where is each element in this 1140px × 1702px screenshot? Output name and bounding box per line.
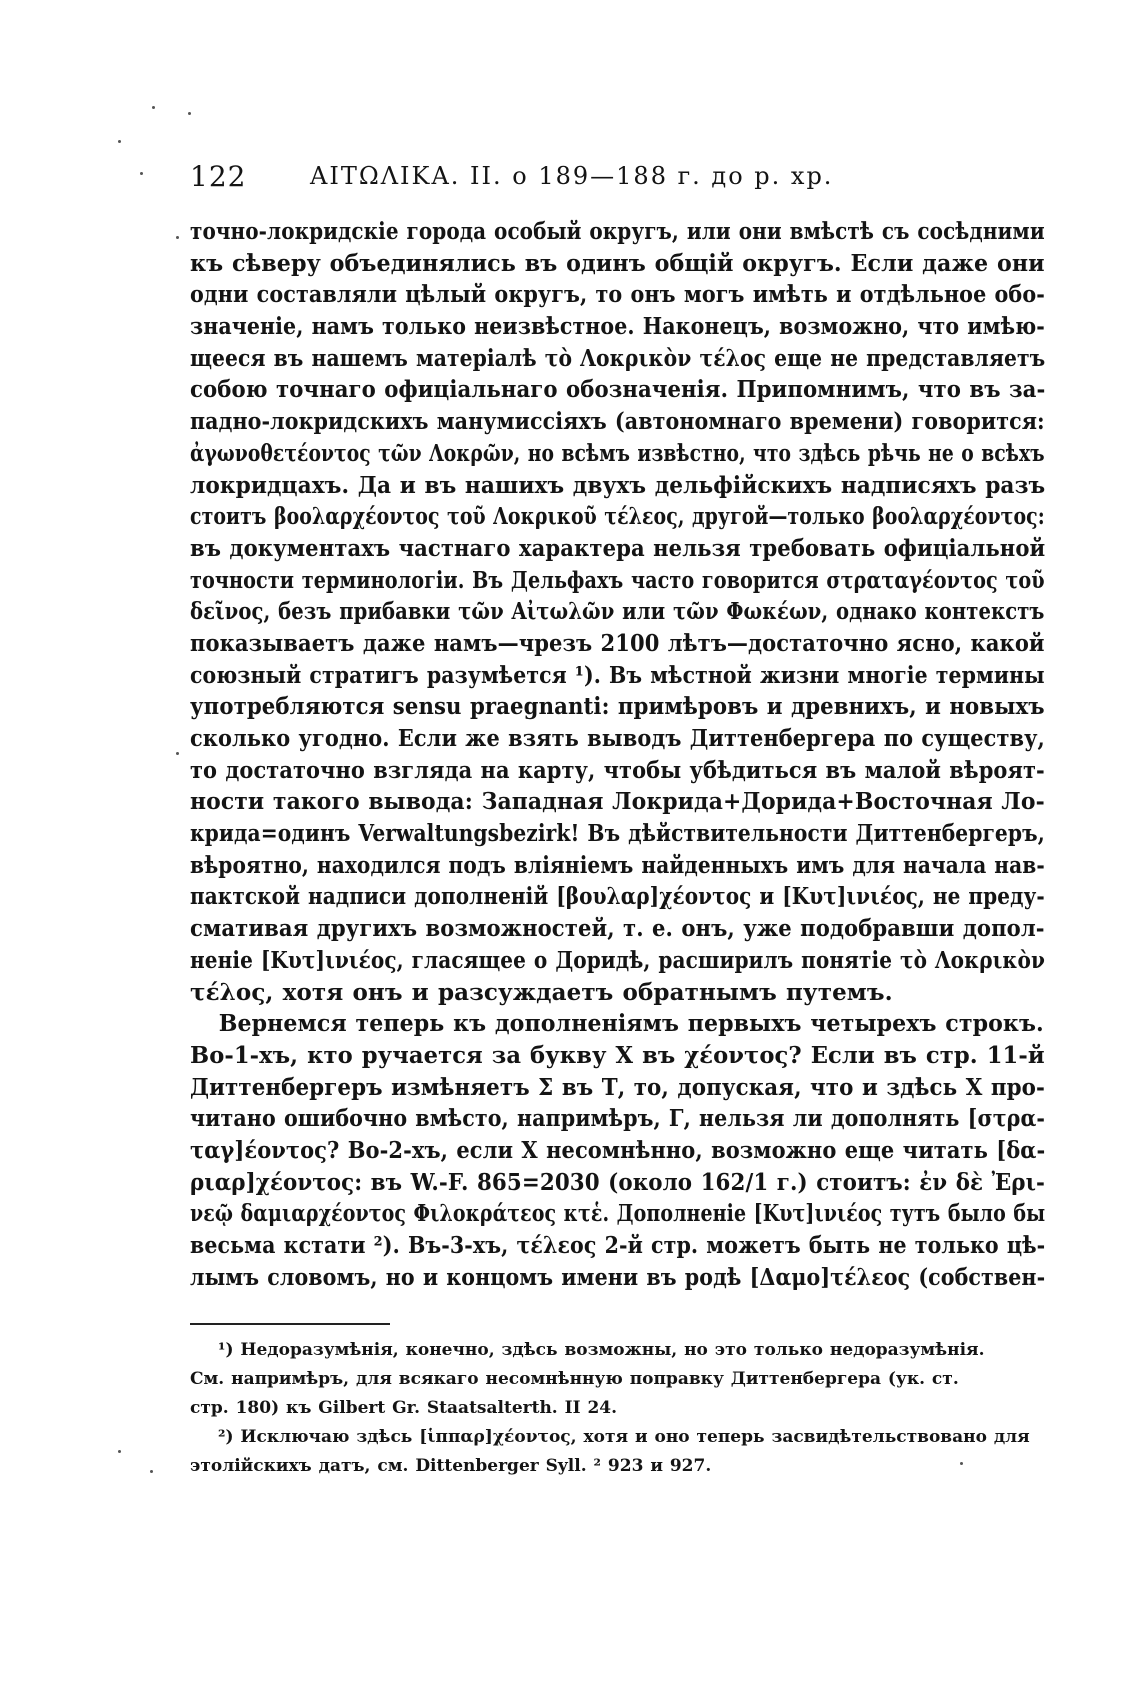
text-line: ности такого вывода: Западная Локрида+Дорида+Восточная Ло- bbox=[190, 788, 1045, 816]
text-line: неніе [Κυτ]ινιέος, гласящее о Доридѣ, расширилъ понятіе τὸ Λοκρικὸν bbox=[190, 946, 1045, 974]
text-line: крида=одинъ Verwaltungsbezirk! Въ дѣйствительности Диттенбергеръ, bbox=[190, 820, 1045, 848]
scan-speck bbox=[140, 172, 143, 175]
scan-speck bbox=[150, 1470, 153, 1473]
scan-speck bbox=[176, 752, 179, 755]
footnote-line: ²) Исключаю здѣсь [ἱππαρ]χέοντος, хотя и оно теперь засвидѣтельствовано для bbox=[218, 1427, 1030, 1447]
scan-speck bbox=[152, 106, 155, 109]
text-line: вѣроятно, находился подъ вліяніемъ найденныхъ имъ для начала нав- bbox=[190, 851, 1045, 879]
text-line: δεῖνος, безъ прибавки τῶν Αἰτωλῶν или τῶν Φωκέων, однако контекстъ bbox=[190, 598, 1045, 626]
text-line: Во-1-хъ, кто ручается за букву Χ въ χέοντος? Если въ стр. 11-й bbox=[190, 1041, 1045, 1069]
body-text bbox=[190, 216, 1045, 1293]
text-line: въ документахъ частнаго характера нельзя требовать офиціальной bbox=[190, 534, 1046, 562]
footnote-line: См. напримѣръ, для всякаго несомнѣнную поправку Диттенбергера (ук. ст. bbox=[190, 1369, 959, 1389]
footnotes bbox=[190, 1336, 1045, 1481]
running-head: ΑΙΤΩΛΙΚΑ. II. о 189—188 г. до р. хр. bbox=[310, 162, 834, 190]
text-line: ταγ]έοντος? Во-2-хъ, если Χ несомнѣнно, возможно еще читать [δα- bbox=[190, 1136, 1046, 1164]
text-line: весьма кстати ²). Въ-3-хъ, τέλεος 2-й стр. можетъ быть не только цѣ- bbox=[190, 1232, 1046, 1259]
text-line: употребляются sensu praegnanti: примѣровъ и древнихъ, и новыхъ bbox=[190, 693, 1045, 721]
footnote-line: этолійскихъ датъ, см. Dittenberger Syll. ² 923 и 927. bbox=[190, 1456, 712, 1476]
text-line: значеніе, намъ только неизвѣстное. Наконецъ, возможно, что имѣю- bbox=[190, 313, 1045, 341]
text-line: одни составляли цѣлый округъ, то онъ могъ имѣть и отдѣльное обо- bbox=[190, 281, 1045, 309]
text-line: къ сѣверу объединялись въ одинъ общій округъ. Если даже они bbox=[190, 249, 1045, 277]
text-line: союзный стратигъ разумѣется ¹). Въ мѣстной жизни многіе термины bbox=[190, 661, 1045, 689]
text-line: пактской надписи дополненій [βουλαρ]χέοντος и [Κυτ]ινιέος, не преду- bbox=[190, 883, 1045, 911]
footnote-line: стр. 180) къ Gilbert Gr. Staatsalterth. II 24. bbox=[190, 1398, 618, 1418]
text-line: ἀγωνοθετέοντος τῶν Λοκρῶν, но всѣмъ извѣстно, что здѣсь рѣчь не о всѣхъ bbox=[190, 439, 1045, 467]
scan-speck bbox=[176, 236, 179, 239]
text-line: собою точнаго офиціальнаго обозначенія. Припомнимъ, что въ за- bbox=[190, 376, 1046, 404]
footnote-line: ¹) Недоразумѣнія, конечно, здѣсь возможны, но это только недоразумѣнія. bbox=[218, 1340, 985, 1360]
text-line: точности терминологіи. Въ Дельфахъ часто говорится στραταγέοντος τοῦ bbox=[190, 566, 1045, 594]
text-line: стоитъ βοολαρχέοντος τοῦ Λοκρικοῦ τέλεος, другой—только βοολαρχέοντος: bbox=[190, 503, 1045, 531]
scan-speck bbox=[118, 140, 121, 143]
text-line: локридцахъ. Да и въ нашихъ двухъ дельфійскихъ надписяхъ разъ bbox=[190, 471, 1046, 499]
scan-speck bbox=[960, 1462, 963, 1465]
page-number: 122 bbox=[190, 160, 247, 193]
text-line: Диттенбергеръ измѣняетъ Σ въ Τ, то, допуская, что и здѣсь Χ про- bbox=[190, 1073, 1045, 1101]
text-line: смативая другихъ возможностей, т. е. онъ, уже подобравши допол- bbox=[190, 915, 1045, 943]
scan-speck bbox=[118, 1450, 121, 1453]
text-line: ριαρ]χέοντος: въ W.-F. 865=2030 (около 162/1 г.) стоитъ: ἐν δὲ Ἐρι- bbox=[190, 1168, 1045, 1196]
scan-speck bbox=[188, 112, 191, 115]
page-header bbox=[190, 160, 1070, 200]
text-line: сколько угодно. Если же взять выводъ Диттенбергера по существу, bbox=[190, 725, 1045, 752]
text-line: νεῷ δαμιαρχέοντος Φιλοκράτεος κτἑ. Дополненіе [Κυτ]ινιέος тутъ было бы bbox=[190, 1200, 1046, 1228]
text-line: лымъ словомъ, но и концомъ имени въ родѣ [Δαμο]τέλεος (собствен- bbox=[190, 1263, 1046, 1291]
text-line: показываетъ даже намъ—чрезъ 2100 лѣтъ—достаточно ясно, какой bbox=[190, 629, 1045, 657]
paragraph-start-line: Вернемся теперь къ дополненіямъ первыхъ четырехъ строкъ. bbox=[218, 1010, 1044, 1038]
text-line: читано ошибочно вмѣсто, напримѣръ, Γ, нельзя ли дополнять [στρα- bbox=[190, 1105, 1046, 1133]
text-line: точно-локридскіе города особый округъ, или они вмѣстѣ съ сосѣдними bbox=[190, 218, 1045, 245]
footnote-separator bbox=[190, 1323, 390, 1325]
text-line: падно-локридскихъ манумиссіяхъ (автономнаго времени) говорится: bbox=[190, 408, 1045, 436]
text-line: τέλος, хотя онъ и разсуждаетъ обратнымъ путемъ. bbox=[190, 978, 893, 1006]
text-line: щееся въ нашемъ матеріалѣ τὸ Λοκρικὸν τέλος еще не представляетъ bbox=[190, 344, 1046, 372]
text-line: то достаточно взгляда на карту, чтобы убѣдиться въ малой вѣроят- bbox=[190, 756, 1045, 784]
